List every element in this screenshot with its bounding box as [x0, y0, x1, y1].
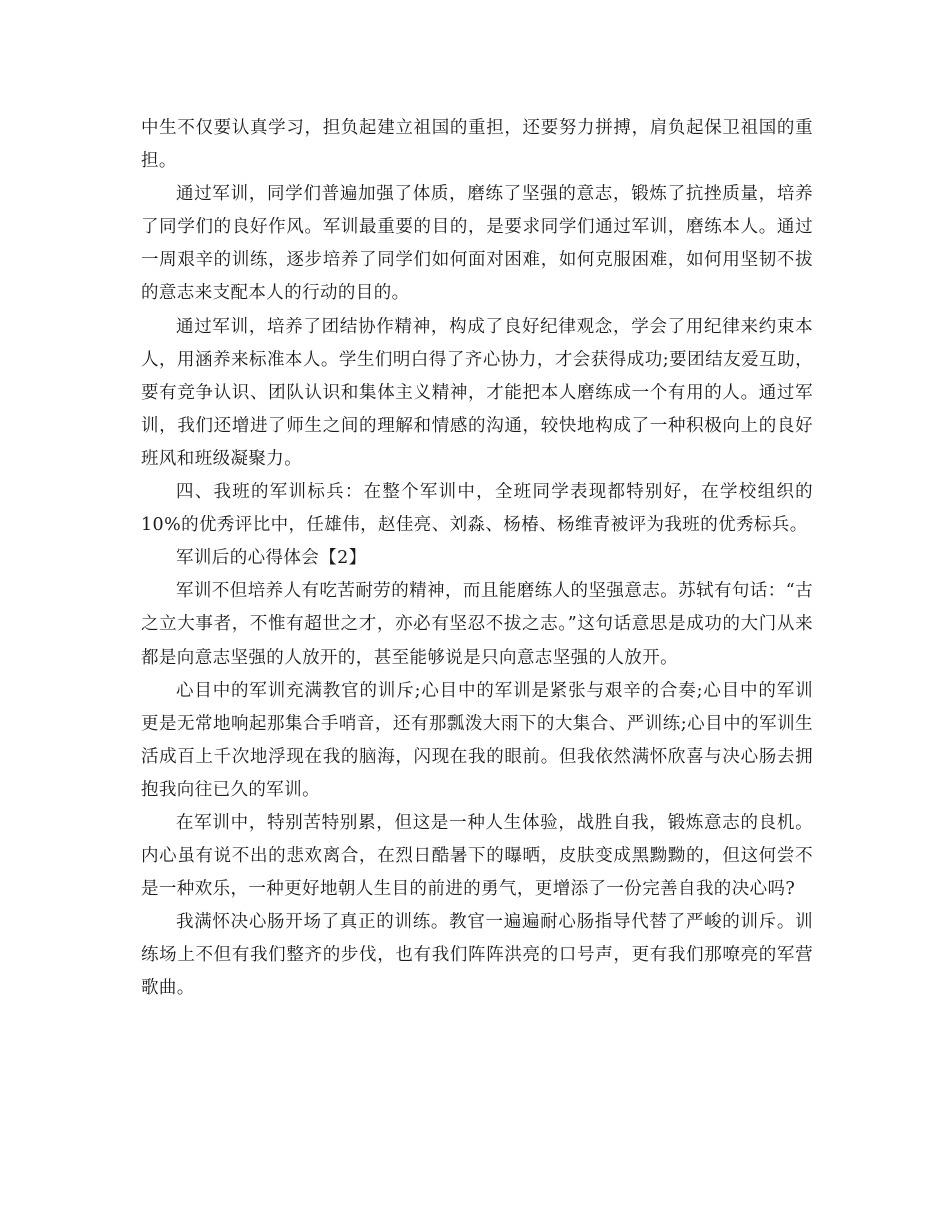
section-heading: 军训后的心得体会【2】 — [176, 548, 367, 569]
paragraph-real-training: 我满怀决心肠开场了真正的训练。教官一遍遍耐心肠指导代替了严峻的训斥。训练场上不但有我们整齐的步伐，也有我们阵阵洪亮的口号声，更有我们那嘹亮的军营歌曲。 — [141, 912, 813, 999]
paragraph-continuation: 中生不仅要认真学习，担负起建立祖国的重担，还要努力拼搏，肩负起保卫祖国的重担。 — [141, 118, 813, 172]
paragraph-willpower: 军训不但培养人有吃苦耐劳的精神，而且能磨练人的坚强意志。苏轼有句话：“古之立大事者，不惟有超世之才，亦必有坚忍不拔之志。”这句话意思是成功的大门从来都是向意志坚强的人放开的，甚至能够说是只向意志坚强的人放开。 — [141, 581, 813, 668]
paragraph-model-soldiers: 四、我班的军训标兵：在整个军训中，全班同学表现都特别好，在学校组织的10%的优秀评比中，任雄伟，赵佳亮、刘淼、杨椿、杨维青被评为我班的优秀标兵。 — [141, 482, 813, 536]
document-body — [141, 112, 813, 1006]
paragraph-teamwork: 通过军训，培养了团结协作精神，构成了良好纪律观念，学会了用纪律来约束本人，用涵养来标准本人。学生们明白得了齐心协力，才会获得成功;要团结友爱互助，要有竞争认识、团队认识和集体主义精神，才能把本人磨练成一个有用的人。通过军训，我们还增进了师生之间的理解和情感的沟通，较快地构成了一种积极向上的良好班风和班级凝聚力。 — [141, 316, 813, 469]
paragraph-training-benefits: 通过军训，同学们普遍加强了体质，磨练了坚强的意志，锻炼了抗挫质量，培养了同学们的良好作风。军训最重要的目的，是要求同学们通过军训，磨练本人。通过一周艰辛的训练，逐步培养了同学们如何面对困难，如何克服困难，如何用坚韧不拔的意志来支配本人的行动的目的。 — [141, 184, 813, 304]
paragraph-hardship: 在军训中，特别苦特别累，但这是一种人生体验，战胜自我，锻炼意志的良机。内心虽有说不出的悲欢离合，在烈日酷暑下的曝晒，皮肤变成黑黝黝的，但这何尝不是一种欢乐，一种更好地朝人生目的前进的勇气，更增添了一份完善自我的决心吗? — [141, 812, 813, 900]
paragraph-imagined-training: 心目中的军训充满教官的训斥;心目中的军训是紧张与艰辛的合奏;心目中的军训更是无常地响起那集合手哨音，还有那瓢泼大雨下的大集合、严训练;心目中的军训生活成百上千次地浮现在我的脑海，闪现在我的眼前。但我依然满怀欣喜与决心肠去拥抱我向往已久的军训。 — [141, 680, 813, 800]
